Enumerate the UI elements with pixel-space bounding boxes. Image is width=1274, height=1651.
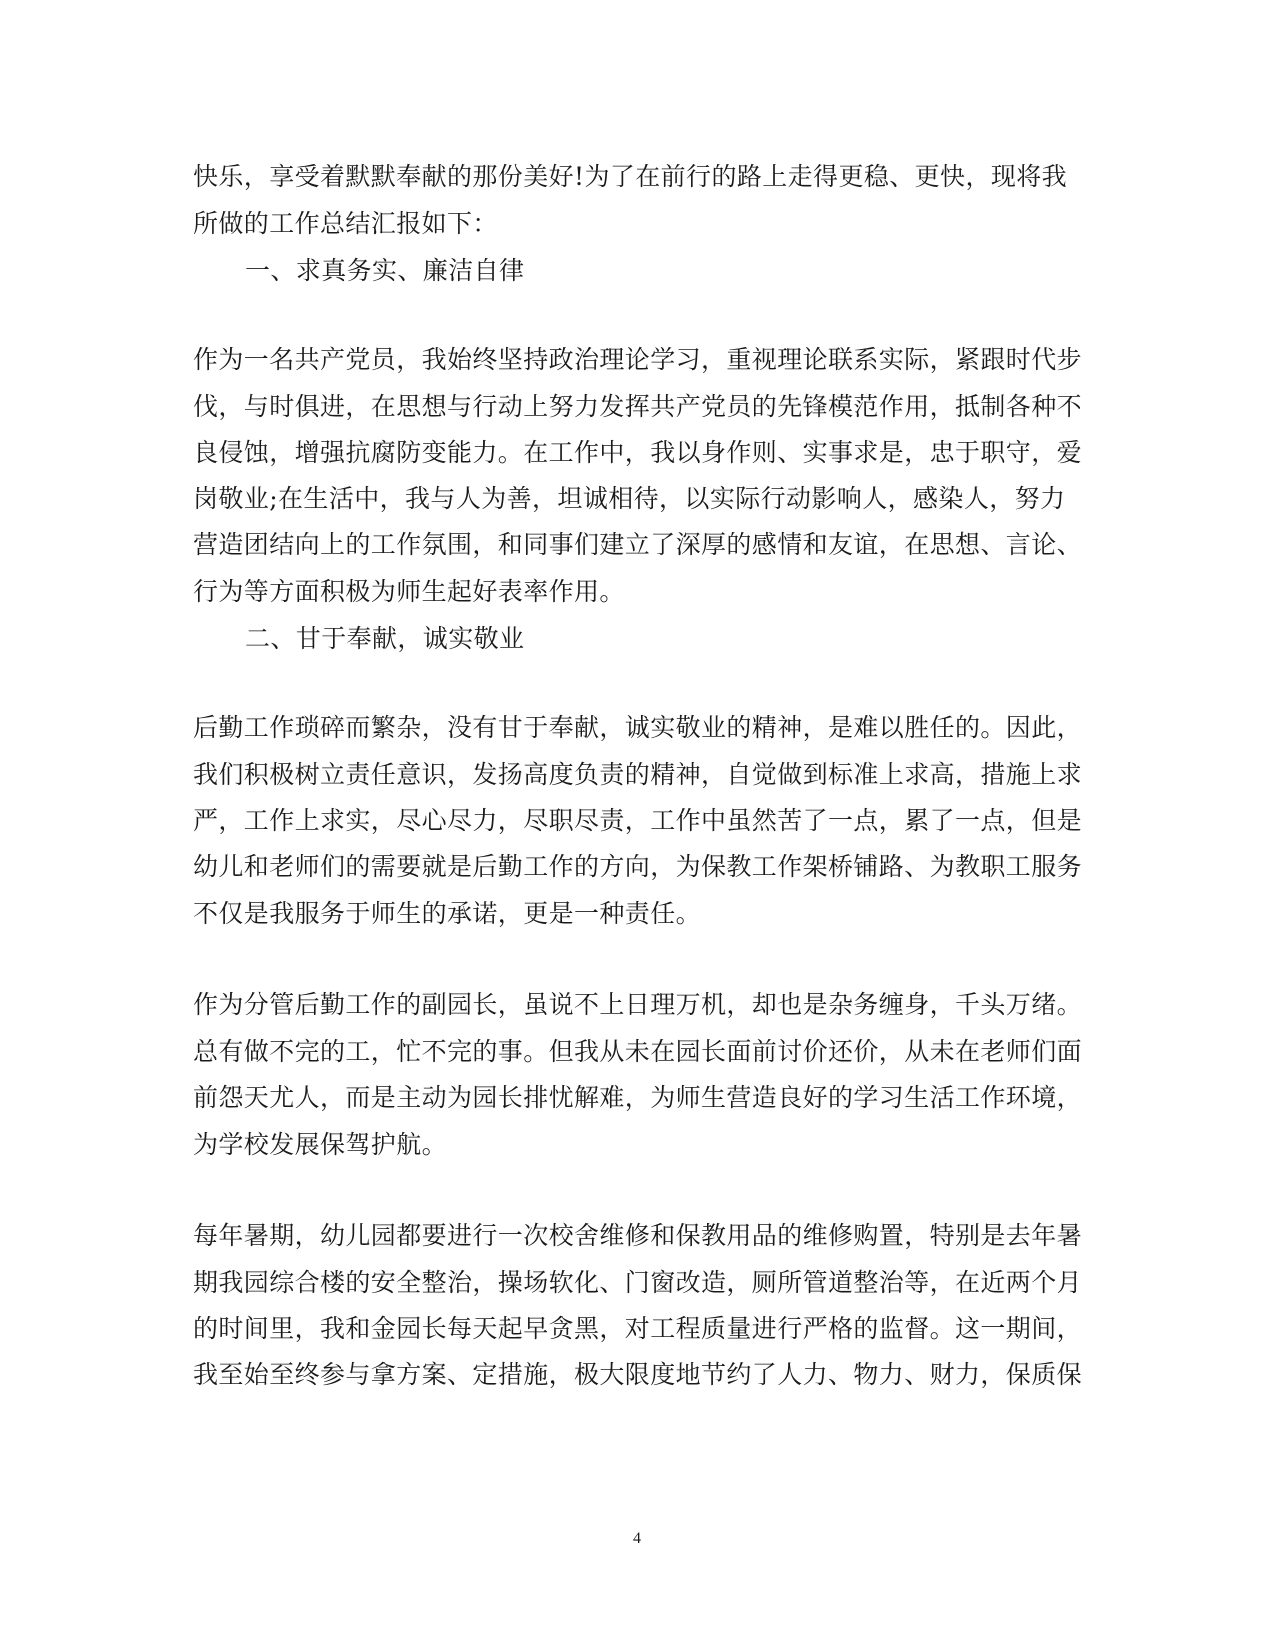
section-heading: 一、求真务实、廉洁自律 [245, 256, 525, 285]
section-heading: 二、甘于奉献，诚实敬业 [245, 624, 525, 653]
page-number: 4 [633, 1530, 641, 1547]
text-line: 作为分管后勤工作的副园长，虽说不上日理万机，却也是杂务缠身，千头万绪。 [193, 990, 1083, 1019]
text-line: 为学校发展保驾护航。 [193, 1130, 448, 1159]
text-line: 严，工作上求实，尽心尽力，尽职尽责，工作中虽然苦了一点，累了一点，但是 [193, 806, 1083, 835]
text-line: 快乐，享受着默默奉献的那份美好!为了在前行的路上走得更稳、更快，现将我 [193, 162, 1068, 191]
text-line: 作为一名共产党员，我始终坚持政治理论学习，重视理论联系实际，紧跟时代步 [193, 345, 1083, 374]
text-line: 良侵蚀，增强抗腐防变能力。在工作中，我以身作则、实事求是，忠于职守，爱 [193, 438, 1083, 467]
text-line: 伐，与时俱进，在思想与行动上努力发挥共产党员的先锋模范作用，抵制各种不 [193, 392, 1083, 421]
text-line: 前怨天尤人，而是主动为园长排忧解难，为师生营造良好的学习生活工作环境， [193, 1083, 1083, 1112]
text-line: 的时间里，我和金园长每天起早贪黑，对工程质量进行严格的监督。这一期间， [193, 1314, 1083, 1343]
text-line: 岗敬业;在生活中，我与人为善，坦诚相待，以实际行动影响人，感染人，努力 [193, 484, 1066, 513]
text-line: 行为等方面积极为师生起好表率作用。 [193, 577, 625, 606]
text-line: 每年暑期，幼儿园都要进行一次校舍维修和保教用品的维修购置，特别是去年暑 [193, 1221, 1083, 1250]
text-line: 幼儿和老师们的需要就是后勤工作的方向，为保教工作架桥铺路、为教职工服务 [193, 852, 1083, 881]
text-line: 总有做不完的工，忙不完的事。但我从未在园长面前讨价还价，从未在老师们面 [193, 1037, 1083, 1066]
text-line: 所做的工作总结汇报如下： [193, 209, 498, 238]
text-line: 期我园综合楼的安全整治，操场软化、门窗改造，厕所管道整治等，在近两个月 [193, 1268, 1083, 1297]
text-line: 不仅是我服务于师生的承诺，更是一种责任。 [193, 899, 702, 928]
text-line: 后勤工作琐碎而繁杂，没有甘于奉献，诚实敬业的精神，是难以胜任的。因此， [193, 713, 1083, 742]
text-line: 我至始至终参与拿方案、定措施，极大限度地节约了人力、物力、财力，保质保 [193, 1360, 1083, 1389]
text-line: 营造团结向上的工作氛围，和同事们建立了深厚的感情和友谊，在思想、言论、 [193, 530, 1083, 559]
text-line: 我们积极树立责任意识，发扬高度负责的精神，自觉做到标准上求高，措施上求 [193, 760, 1083, 789]
